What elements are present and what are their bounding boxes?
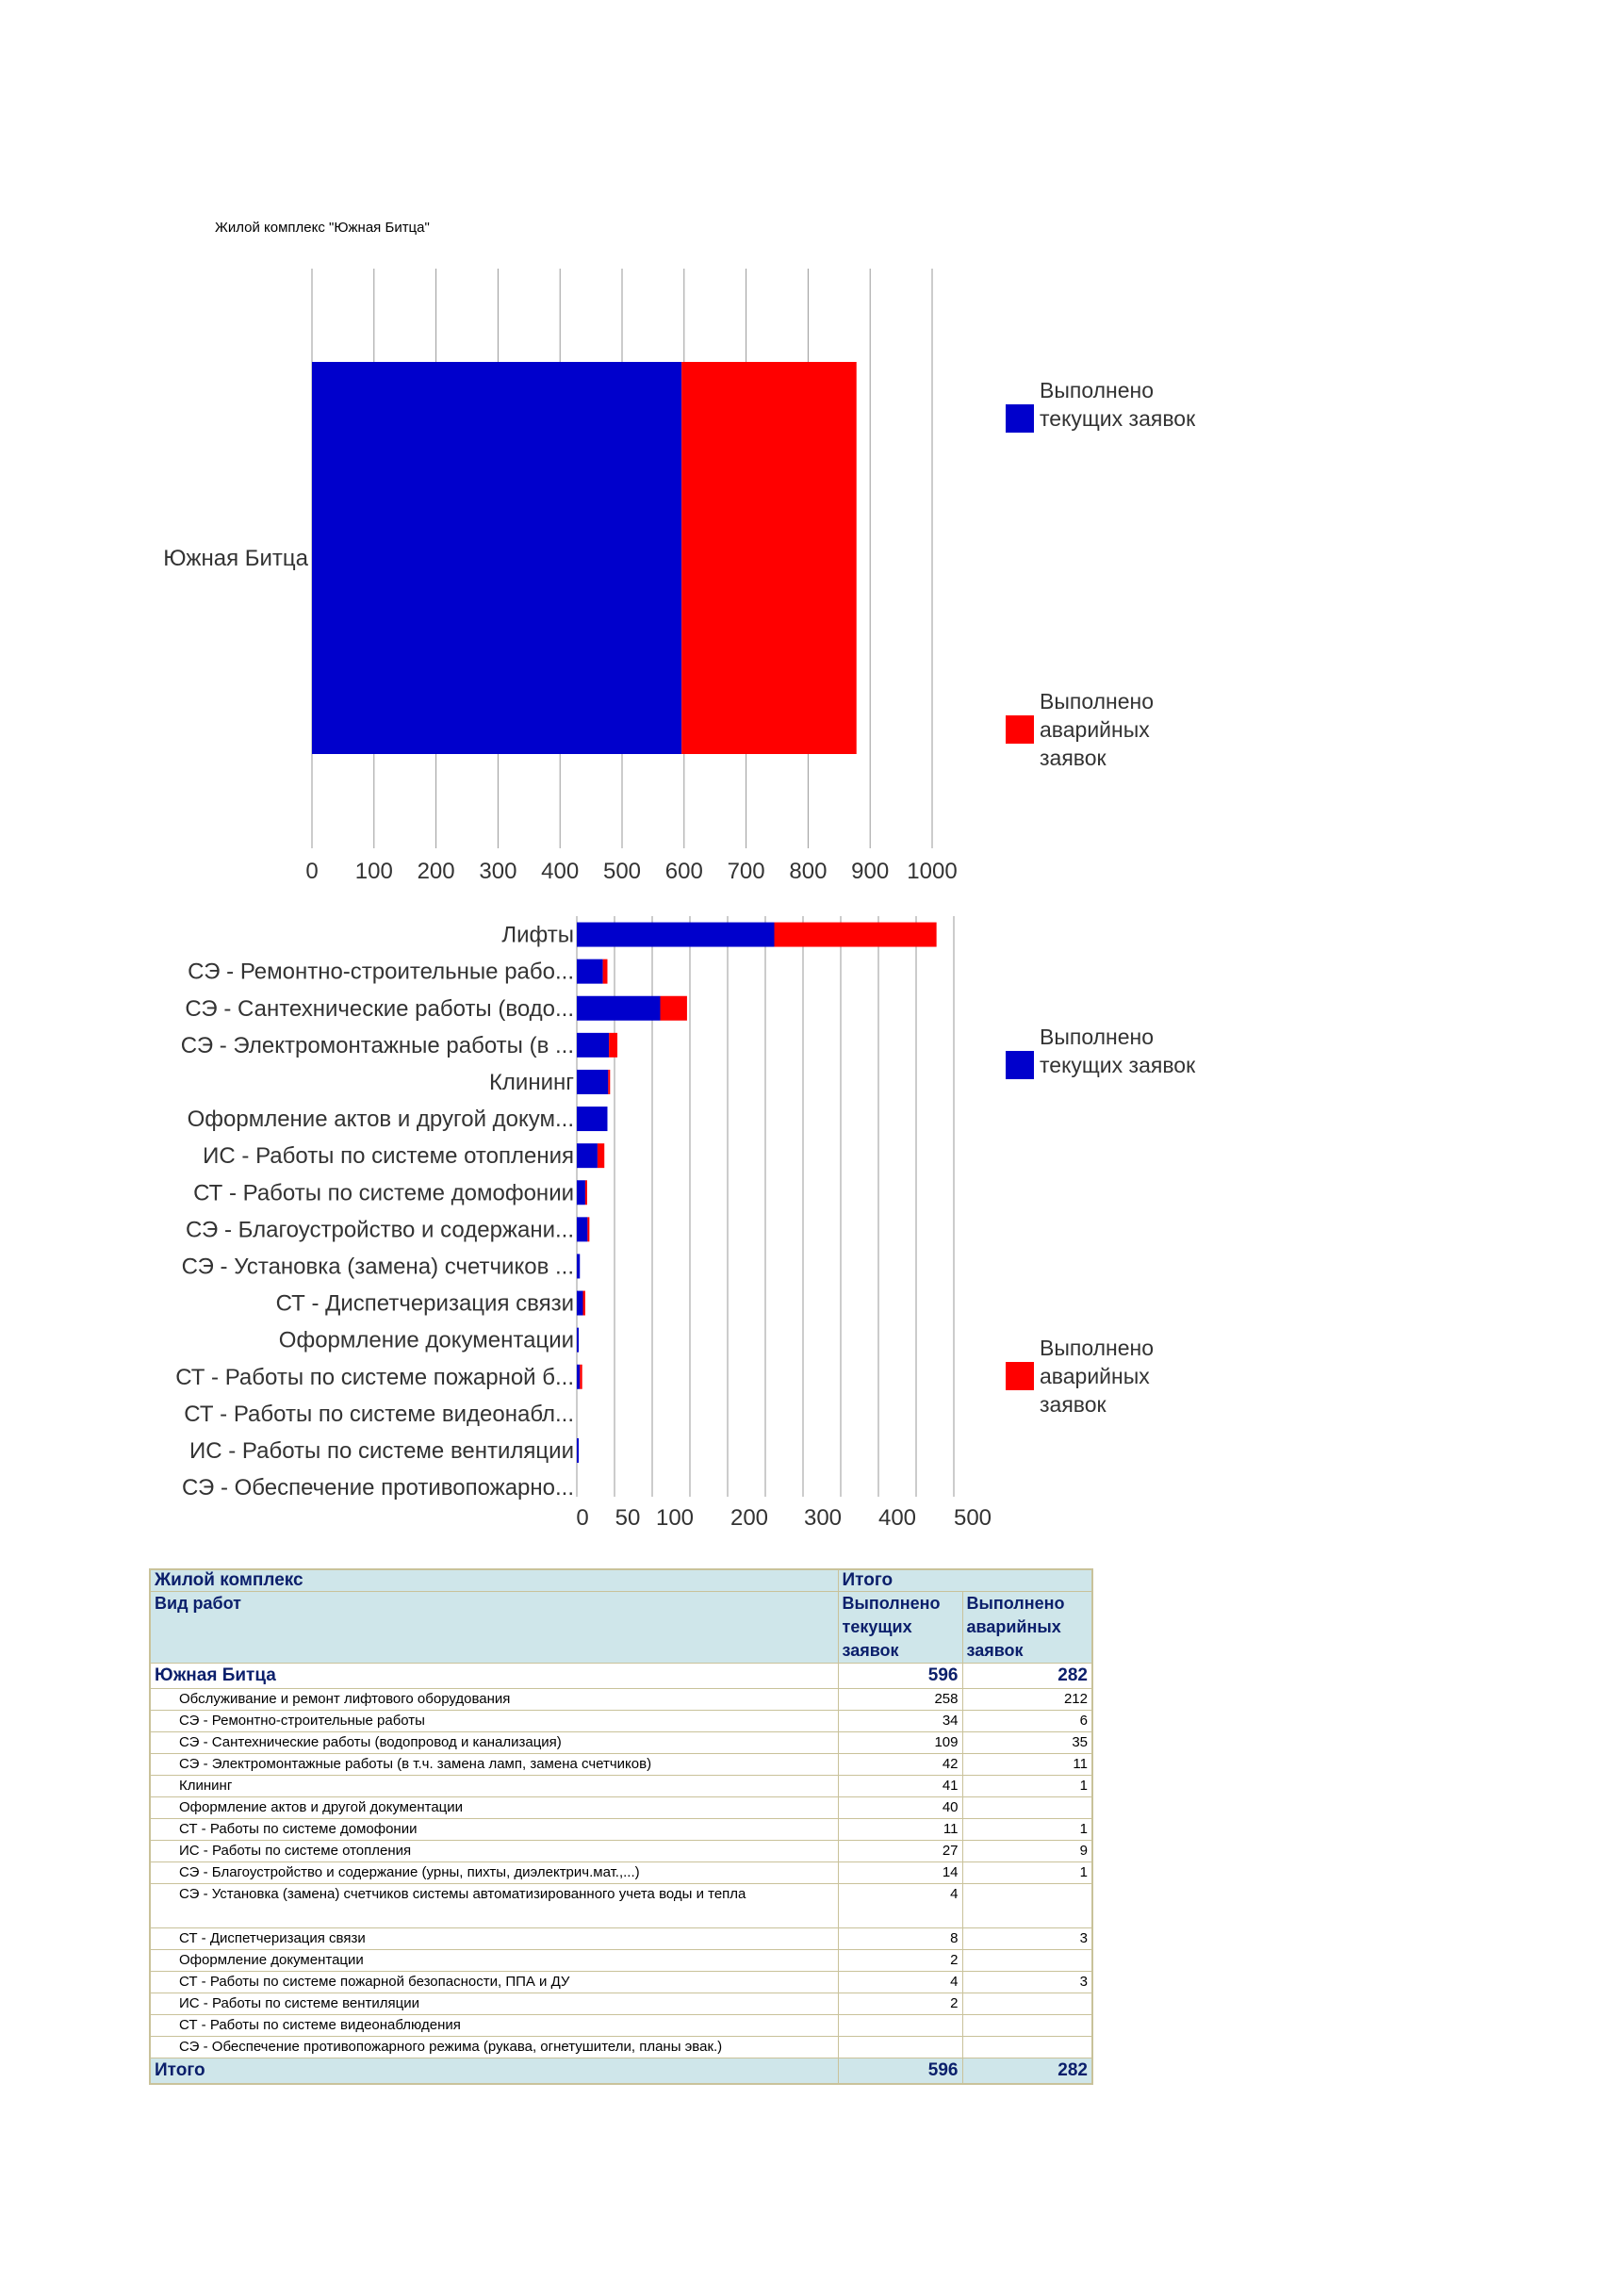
cell-work-name: ИС - Работы по системе отопления [150,1841,838,1862]
legend-label-current: Выполнено текущих заявок [1040,378,1196,431]
table-row [150,2037,1092,2058]
cell-current: 42 [838,1754,962,1776]
table-total-row [150,2058,1092,2085]
table-header-row [150,1569,1092,1592]
cell-emergency [962,1993,1092,2015]
header-total: Итого [838,1569,1092,1592]
x-tick-label: 500 [602,859,642,884]
cell-current: 8 [838,1928,962,1950]
table-row [150,1972,1092,1993]
summary-table [149,1568,1093,2085]
bar-emergency [609,1033,617,1058]
bar-emergency [582,1291,584,1316]
cell-work-name: СТ - Работы по системе видеонаблюдения [150,2015,838,2037]
bar-emergency [661,996,687,1021]
table-row [150,1950,1092,1972]
bar-current [577,1180,585,1205]
bar-emergency [774,923,936,947]
table-row [150,1841,1092,1862]
bar-current [577,1033,609,1058]
cell-emergency: 9 [962,1841,1092,1862]
legend-label-emergency-2: Выполнено аварийных заявок [1040,1336,1155,1417]
cell-current: 258 [838,1689,962,1711]
cell-emergency [962,1950,1092,1972]
cell-work-name: СТ - Диспетчеризация связи [150,1928,838,1950]
x-tick-label: 600 [664,859,703,884]
bar-current [577,1217,587,1241]
category-label: Южная Битца [163,546,308,571]
cell-emergency: 3 [962,1972,1092,1993]
category-label: СТ - Работы по системе видеонабл... [184,1401,574,1427]
cell-work-name: СЭ - Установка (замена) счетчиков системы автоматизированного учета воды и тепла [150,1884,838,1928]
x-tick-label: 500 [953,1505,992,1531]
bar-current [577,1143,598,1168]
x-tick-label: 300 [479,859,517,884]
category-label: СЭ - Обеспечение противопожарно... [181,1475,574,1501]
table-row [150,1711,1092,1732]
bar-emergency [608,1070,610,1094]
category-label: Клининг [488,1069,574,1095]
header-work-type: Вид работ [150,1592,838,1664]
x-tick-label: 100 [655,1505,695,1531]
bar-current [577,1107,607,1131]
table-subheader-row [150,1592,1092,1664]
table-row [150,1689,1092,1711]
cell-emergency: 6 [962,1711,1092,1732]
cell-work-name: ИС - Работы по системе вентиляции [150,1993,838,2015]
bar-current [577,1070,608,1094]
cell-emergency: 1 [962,1862,1092,1884]
table-row [150,1797,1092,1819]
group-name: Южная Битца [150,1664,838,1689]
x-tick-label: 100 [354,859,393,884]
header-current: Выполнено текущих заявок [838,1592,962,1664]
category-label: ИС - Работы по системе вентиляции [189,1437,574,1464]
bar-current [577,1438,579,1463]
cell-work-name: СТ - Работы по системе пожарной безопасности, ППА и ДУ [150,1972,838,1993]
bar-current [577,923,774,947]
cell-current: 109 [838,1732,962,1754]
category-label: ИС - Работы по системе отопления [203,1143,574,1170]
cell-work-name: Обслуживание и ремонт лифтового оборудования [150,1689,838,1711]
cell-work-name: СЭ - Сантехнические работы (водопровод и канализация) [150,1732,838,1754]
cell-current: 40 [838,1797,962,1819]
x-tick-label: 0 [576,1505,589,1531]
table-row [150,1993,1092,2015]
cell-current: 11 [838,1819,962,1841]
bar-current [577,1254,580,1278]
x-tick-label: 300 [803,1505,843,1531]
cell-current [838,2037,962,2058]
cell-current: 4 [838,1972,962,1993]
category-label: Оформление актов и другой докум... [187,1107,574,1133]
cell-current: 14 [838,1862,962,1884]
cell-current: 41 [838,1776,962,1797]
table-row [150,1884,1092,1928]
header-emergency: Выполнено аварийных заявок [962,1592,1092,1664]
bar-emergency [598,1143,604,1168]
header-complex: Жилой комплекс [150,1569,838,1592]
cell-work-name: СЭ - Ремонтно-строительные работы [150,1711,838,1732]
group-current: 596 [838,1664,962,1689]
cell-emergency: 212 [962,1689,1092,1711]
legend-label-current-2: Выполнено текущих заявок [1040,1025,1196,1077]
x-tick-label: 400 [877,1505,917,1531]
x-tick-label: 0 [305,859,319,884]
x-tick-label: 400 [541,859,580,884]
cell-current: 2 [838,1993,962,2015]
table-row [150,1928,1092,1950]
category-label: СЭ - Ремонтно-строительные рабо... [188,959,574,985]
cell-emergency [962,1884,1092,1928]
legend-swatch-emergency-2 [1006,1362,1034,1390]
group-emergency: 282 [962,1664,1092,1689]
bar-current [577,1365,580,1389]
page-title: Жилой комплекс "Южная Битца" [215,220,430,236]
cell-emergency: 1 [962,1819,1092,1841]
bar-current [577,1291,582,1316]
bar-current [577,996,661,1021]
table-row [150,1819,1092,1841]
category-label: СЭ - Установка (замена) счетчиков ... [181,1254,574,1280]
cell-work-name: СЭ - Электромонтажные работы (в т.ч. замена ламп, замена счетчиков) [150,1754,838,1776]
legend-swatch-current-2 [1006,1051,1034,1079]
cell-emergency [962,2037,1092,2058]
x-tick-label: 200 [730,1505,769,1531]
cell-emergency [962,2015,1092,2037]
cell-work-name: СТ - Работы по системе домофонии [150,1819,838,1841]
bar-emergency [585,1180,587,1205]
total-emergency: 282 [962,2058,1092,2085]
cell-current: 4 [838,1884,962,1928]
legend-label-emergency: Выполнено аварийных заявок [1040,689,1155,770]
cell-emergency [962,1797,1092,1819]
cell-work-name: СЭ - Обеспечение противопожарного режима (рукава, огнетушители, планы эвак.) [150,2037,838,2058]
total-label: Итого [150,2058,838,2085]
table-row [150,1754,1092,1776]
x-tick-label: 700 [727,859,765,884]
cell-emergency: 1 [962,1776,1092,1797]
category-label: СТ - Работы по системе домофонии [193,1180,574,1206]
cell-current: 2 [838,1950,962,1972]
bar-current [577,959,603,984]
cell-work-name: Клининг [150,1776,838,1797]
category-label: СЭ - Благоустройство и содержани... [185,1217,574,1243]
cell-current: 27 [838,1841,962,1862]
cell-emergency: 35 [962,1732,1092,1754]
category-label: Оформление документации [278,1327,574,1353]
cell-work-name: СЭ - Благоустройство и содержание (урны, пихты, диэлектрич.мат.,...) [150,1862,838,1884]
cell-emergency: 3 [962,1928,1092,1950]
total-current: 596 [838,2058,962,2085]
x-tick-label: 900 [851,859,890,884]
x-tick-label: 800 [789,859,828,884]
cell-emergency: 11 [962,1754,1092,1776]
cell-work-name: Оформление актов и другой документации [150,1797,838,1819]
x-tick-label: 50 [615,1505,641,1531]
cell-current [838,2015,962,2037]
cell-work-name: Оформление документации [150,1950,838,1972]
bar-emergency [603,959,608,984]
bar-emergency [580,1365,582,1389]
bar-emergency [587,1217,589,1241]
table-row [150,1862,1092,1884]
category-label: СЭ - Электромонтажные работы (в ... [180,1032,574,1058]
table-row [150,1732,1092,1754]
cell-current: 34 [838,1711,962,1732]
table-row [150,2015,1092,2037]
category-label: СТ - Диспетчеризация связи [275,1290,574,1317]
x-tick-label: 1000 [907,859,958,884]
category-label: СТ - Работы по системе пожарной б... [175,1364,574,1390]
category-label: Лифты [501,922,574,948]
table-row [150,1776,1092,1797]
category-label: СЭ - Сантехнические работы (водо... [185,995,574,1022]
x-tick-label: 200 [417,859,455,884]
bar-current [577,1328,579,1353]
table-group-row [150,1664,1092,1689]
